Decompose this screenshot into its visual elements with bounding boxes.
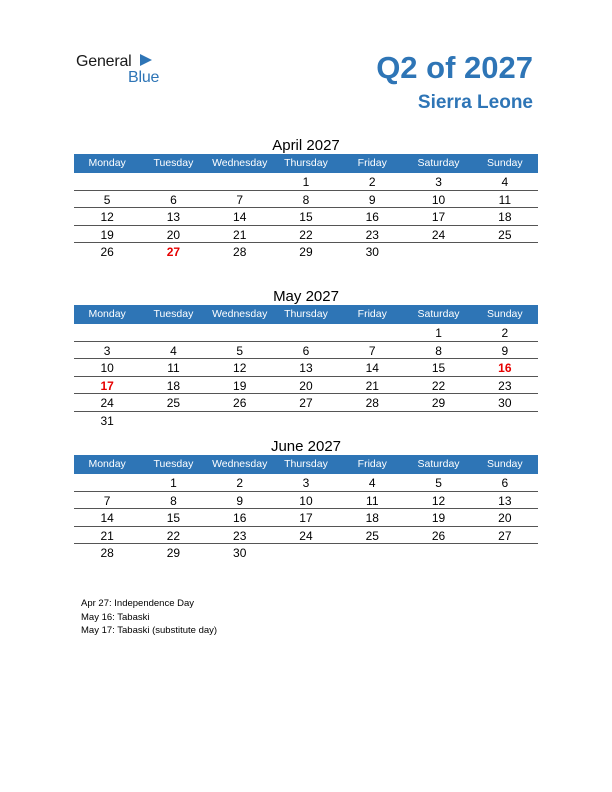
- holiday-note: Apr 27: Independence Day: [81, 598, 195, 609]
- day-cell: 1: [435, 326, 442, 340]
- day-cell: 19: [233, 378, 247, 393]
- day-cell: 30: [498, 396, 512, 410]
- day-cell: 23: [233, 528, 247, 543]
- weekday-label: Wednesday: [212, 308, 268, 320]
- day-cell: 9: [501, 343, 509, 358]
- day-cell: 15: [299, 210, 313, 224]
- day-cell: 16: [365, 210, 379, 224]
- day-cell: 30: [233, 546, 247, 560]
- day-cell: 19: [431, 511, 446, 525]
- day-cell: 4: [501, 175, 509, 189]
- day-cell: 5: [103, 192, 111, 207]
- day-cell: 21: [233, 227, 247, 242]
- page-subtitle: Sierra Leone: [417, 92, 533, 113]
- weekday-label: Thursday: [284, 458, 328, 470]
- day-cell: 24: [299, 528, 313, 543]
- day-cell: 3: [103, 343, 111, 358]
- day-cell: 7: [368, 343, 376, 358]
- day-cell: 12: [431, 493, 446, 508]
- day-cell: 19: [100, 227, 114, 242]
- month-title: June 2027: [270, 438, 342, 455]
- day-cell: [140, 412, 206, 430]
- day-cell: 8: [170, 493, 177, 508]
- day-cell: 17: [299, 511, 313, 525]
- day-cell: 9: [236, 493, 244, 508]
- day-cell: [405, 412, 471, 430]
- day-cell: 10: [431, 192, 446, 207]
- day-cell: 14: [233, 210, 247, 224]
- week-row: [74, 394, 538, 412]
- day-cell: [472, 243, 538, 261]
- day-cell: 22: [431, 378, 446, 393]
- weekday-label: Sunday: [487, 308, 523, 320]
- weekday-label: Sunday: [487, 458, 523, 470]
- day-cell: [339, 412, 405, 430]
- day-cell: 31: [100, 413, 114, 428]
- day-cell: 8: [302, 192, 310, 207]
- day-cell: 27: [166, 245, 181, 259]
- day-cell: 4: [170, 343, 177, 358]
- day-cell: 20: [166, 227, 181, 242]
- week-row: [74, 527, 538, 545]
- week-row: [74, 474, 538, 492]
- weekday-label: Tuesday: [153, 308, 194, 320]
- day-cell: 8: [435, 343, 442, 358]
- day-cell: 16: [233, 511, 247, 525]
- month-title: May 2027: [273, 288, 339, 305]
- day-cell: 22: [299, 227, 313, 242]
- week-row: [74, 243, 538, 261]
- day-cell: [339, 544, 405, 562]
- day-cell: [273, 324, 339, 341]
- day-cell: 7: [103, 493, 111, 508]
- day-cell: 24: [431, 227, 446, 242]
- day-cell: 10: [100, 361, 114, 375]
- day-cell: 29: [166, 546, 181, 560]
- day-cell: [74, 173, 140, 190]
- day-cell: 25: [365, 528, 379, 543]
- day-cell: 25: [166, 396, 181, 410]
- day-cell: 11: [366, 493, 379, 508]
- day-cell: 17: [431, 210, 446, 224]
- weekday-header: [74, 305, 538, 324]
- weekday-label: Saturday: [417, 308, 460, 320]
- day-cell: [339, 324, 405, 341]
- day-cell: 29: [431, 396, 446, 410]
- weekday-label: Tuesday: [153, 157, 194, 169]
- weekday-label: Wednesday: [212, 458, 268, 470]
- day-cell: [405, 544, 471, 562]
- day-cell: 26: [233, 396, 247, 410]
- day-cell: 6: [501, 476, 509, 490]
- day-cell: 3: [302, 476, 310, 490]
- week-row: [74, 173, 538, 191]
- week-row: [74, 492, 538, 510]
- day-cell: 23: [365, 227, 379, 242]
- day-cell: 28: [233, 245, 247, 259]
- day-cell: 29: [299, 245, 313, 259]
- day-cell: 7: [236, 192, 244, 207]
- weekday-header: [74, 154, 538, 173]
- day-cell: 15: [431, 361, 446, 375]
- day-cell: [207, 412, 273, 430]
- day-cell: 25: [498, 227, 512, 242]
- day-cell: 11: [167, 361, 180, 375]
- day-cell: 17: [100, 378, 114, 393]
- day-cell: 18: [365, 511, 379, 525]
- day-cell: [74, 324, 140, 341]
- day-cell: [74, 474, 140, 491]
- weekday-label: Friday: [357, 157, 387, 169]
- day-cell: 27: [299, 396, 313, 410]
- day-cell: 13: [299, 361, 313, 375]
- day-cell: 20: [498, 511, 512, 525]
- day-cell: 28: [365, 396, 379, 410]
- day-cell: 14: [100, 511, 114, 525]
- day-cell: 10: [299, 493, 313, 508]
- day-cell: [405, 243, 471, 261]
- weekday-label: Saturday: [417, 458, 460, 470]
- day-cell: 22: [166, 528, 181, 543]
- day-cell: 26: [431, 528, 446, 543]
- day-cell: 20: [299, 378, 313, 393]
- weekday-label: Saturday: [417, 157, 460, 169]
- day-cell: 24: [100, 396, 114, 410]
- day-cell: [140, 173, 206, 190]
- day-cell: 21: [100, 528, 114, 543]
- month-calendar-june: [74, 436, 538, 562]
- day-cell: [472, 412, 538, 430]
- day-cell: 26: [100, 245, 114, 259]
- week-row: [74, 412, 538, 430]
- day-cell: 2: [368, 175, 376, 189]
- day-cell: [273, 544, 339, 562]
- day-cell: 13: [166, 210, 181, 224]
- week-row: [74, 544, 538, 562]
- month-calendar-may: [74, 286, 538, 429]
- logo-flag-icon: [140, 54, 152, 66]
- weekday-label: Thursday: [284, 157, 328, 169]
- day-cell: 2: [236, 476, 244, 490]
- day-cell: 14: [365, 361, 379, 375]
- holiday-notes: [81, 597, 217, 638]
- day-cell: 9: [368, 192, 376, 207]
- week-row: [74, 191, 538, 209]
- day-cell: 18: [166, 378, 181, 393]
- day-cell: [472, 544, 538, 562]
- day-cell: 13: [498, 493, 512, 508]
- day-cell: [273, 412, 339, 430]
- day-cell: 2: [501, 326, 509, 340]
- page-title: Q2 of 2027: [376, 50, 533, 85]
- week-row: [74, 208, 538, 226]
- weekday-label: Friday: [357, 458, 387, 470]
- logo: [76, 52, 176, 88]
- day-cell: 5: [435, 476, 442, 490]
- day-cell: 15: [166, 511, 181, 525]
- week-row: [74, 377, 538, 395]
- weekday-label: Sunday: [487, 157, 523, 169]
- month-calendar-april: [74, 135, 538, 261]
- holiday-note: May 17: Tabaski (substitute day): [81, 625, 218, 636]
- day-cell: 1: [302, 175, 310, 189]
- logo-blue-text: Blue: [128, 69, 160, 86]
- day-cell: 27: [498, 528, 512, 543]
- week-row: [74, 359, 538, 377]
- day-cell: 21: [365, 378, 379, 393]
- day-cell: 11: [498, 192, 512, 207]
- day-cell: 5: [236, 343, 244, 358]
- week-row: [74, 324, 538, 342]
- day-cell: 23: [498, 378, 512, 393]
- day-cell: 6: [302, 343, 310, 358]
- day-cell: 16: [498, 361, 512, 375]
- day-cell: 4: [368, 476, 376, 490]
- weekday-label: Friday: [357, 308, 387, 320]
- weekday-label: Thursday: [284, 308, 328, 320]
- day-cell: 3: [435, 175, 442, 189]
- day-cell: 28: [100, 546, 114, 560]
- day-cell: 6: [170, 192, 177, 207]
- month-title: April 2027: [272, 137, 340, 154]
- weekday-label: Wednesday: [212, 157, 268, 169]
- day-cell: 12: [100, 210, 114, 224]
- weekday-label: Monday: [88, 458, 126, 470]
- day-cell: 12: [233, 361, 247, 375]
- weekday-label: Tuesday: [153, 458, 194, 470]
- day-cell: 18: [498, 210, 512, 224]
- weekday-label: Monday: [88, 157, 126, 169]
- week-row: [74, 342, 538, 360]
- week-row: [74, 509, 538, 527]
- day-cell: [207, 173, 273, 190]
- week-row: [74, 226, 538, 244]
- day-cell: 1: [170, 476, 177, 490]
- weekday-label: Monday: [88, 308, 126, 320]
- day-cell: [207, 324, 273, 341]
- holiday-note: May 16: Tabaski: [81, 611, 150, 623]
- weekday-header: [74, 455, 538, 474]
- day-cell: [140, 324, 206, 341]
- logo-general-text: General: [76, 53, 132, 70]
- day-cell: 30: [365, 245, 379, 259]
